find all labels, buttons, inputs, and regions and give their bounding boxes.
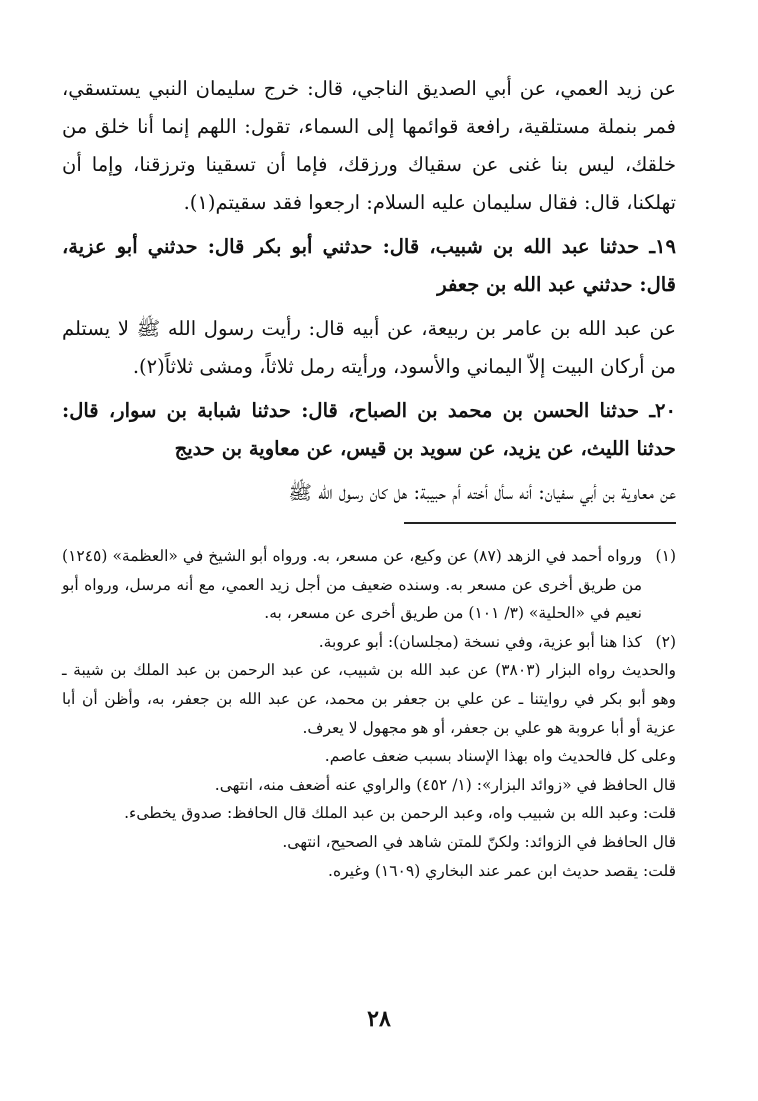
footnote-2 bbox=[62, 628, 676, 657]
footnote-body bbox=[62, 542, 642, 628]
footnote-line: قال الحافظ في «زوائد البزار»: (١/ ٤٥٢) والراوي عنه أضعف منه، انتهى. bbox=[214, 775, 676, 794]
footnote-body bbox=[62, 628, 642, 657]
footnote-number: (١) bbox=[655, 547, 676, 565]
hadith-20-matn: عن معاوية بن أبي سفيان: أنه سأل أخته أم حبيبة: هل كان رسول الله ﷺ bbox=[288, 481, 676, 504]
footnote-line: والحديث رواه البزار (٣٨٠٣) عن عبد الله بن شبيب، عن عبد الرحمن بن عبد الملك بن شيبة ـ وهو أبو بكر في روايتنا ـ عن علي بن جعفر بن محمد، عن عبد الله بن جعفر، به، وأظن أن أبا عزية أو أبا عروبة هو علي بن جعفر، أو هو مجهول لا يعرف. bbox=[62, 661, 676, 737]
footnote-number: (٢) bbox=[655, 632, 676, 651]
footnote-line: قلت: يقصد حديث ابن عمر عند البخاري (١٦٠٩) وغيره. bbox=[328, 861, 676, 880]
main-text bbox=[62, 70, 676, 512]
footnote-2-continued bbox=[62, 656, 676, 885]
footnote-separator bbox=[404, 522, 676, 524]
footnotes bbox=[62, 542, 676, 885]
page-number: ٢٨ bbox=[367, 1006, 391, 1032]
hadith-20-isnad: ٢٠ـ حدثنا الحسن بن محمد بن الصباح، قال: حدثنا شبابة بن سوار، قال: حدثنا الليث، عن يزيد، عن سويد بن قيس، عن معاوية بن حديج bbox=[62, 399, 676, 460]
footnote-line: كذا هنا أبو عزية، وفي نسخة (مجلسان): أبو عروبة. bbox=[318, 632, 642, 651]
hadith-19-matn: عن عبد الله بن عامر بن ربيعة، عن أبيه قال: رأيت رسول الله ﷺ لا يستلم من أركان البيت إلاّ اليماني والأسود، ورأيته رمل ثلاثاً، ومشى ثلاثاً(٢). bbox=[62, 317, 676, 378]
footnote-line: قال الحافظ في الزوائد: ولكنّ للمتن شاهد في الصحيح، انتهى. bbox=[282, 832, 676, 851]
footnote-line: وعلى كل فالحديث واه بهذا الإسناد بسبب ضعف عاصم. bbox=[324, 747, 676, 766]
hadith-19-isnad: ١٩ـ حدثنا عبد الله بن شبيب، قال: حدثني أبو بكر قال: حدثني أبو عزية، قال: حدثني عبد الله بن جعفر bbox=[62, 235, 676, 296]
footnote-1 bbox=[62, 542, 676, 628]
footnote-line: قلت: وعبد الله بن شبيب واه، وعبد الرحمن بن عبد الملك قال الحافظ: صدوق يخطىء. bbox=[124, 804, 676, 823]
paragraph-ant-story: عن زيد العمي، عن أبي الصديق الناجي، قال: خرج سليمان النبي يستسقي، فمر بنملة مستلقية، رافعة قوائمها إلى السماء، تقول: اللهم إنما أنا خلق من خلقك، ليس بنا غنى عن سقياك ورزقك، فإما أن تسقينا وترزقنا، وإما أن تهلكنا، قال: فقال سليمان عليه السلام: ارجعوا فقد سقيتم(١). bbox=[62, 77, 676, 214]
footnote-line: ورواه أحمد في الزهد (٨٧) عن وكيع، عن مسعر، به. ورواه أبو الشيخ في «العظمة» (١٢٤٥) من طريق أخرى عن مسعر به. وسنده ضعيف من أجل زيد العمي، مع أنه مرسل، ورواه أبو نعيم في «الحلية» (٣/ ١٠١) من طريق أخرى عن مسعر، به. bbox=[62, 547, 643, 623]
